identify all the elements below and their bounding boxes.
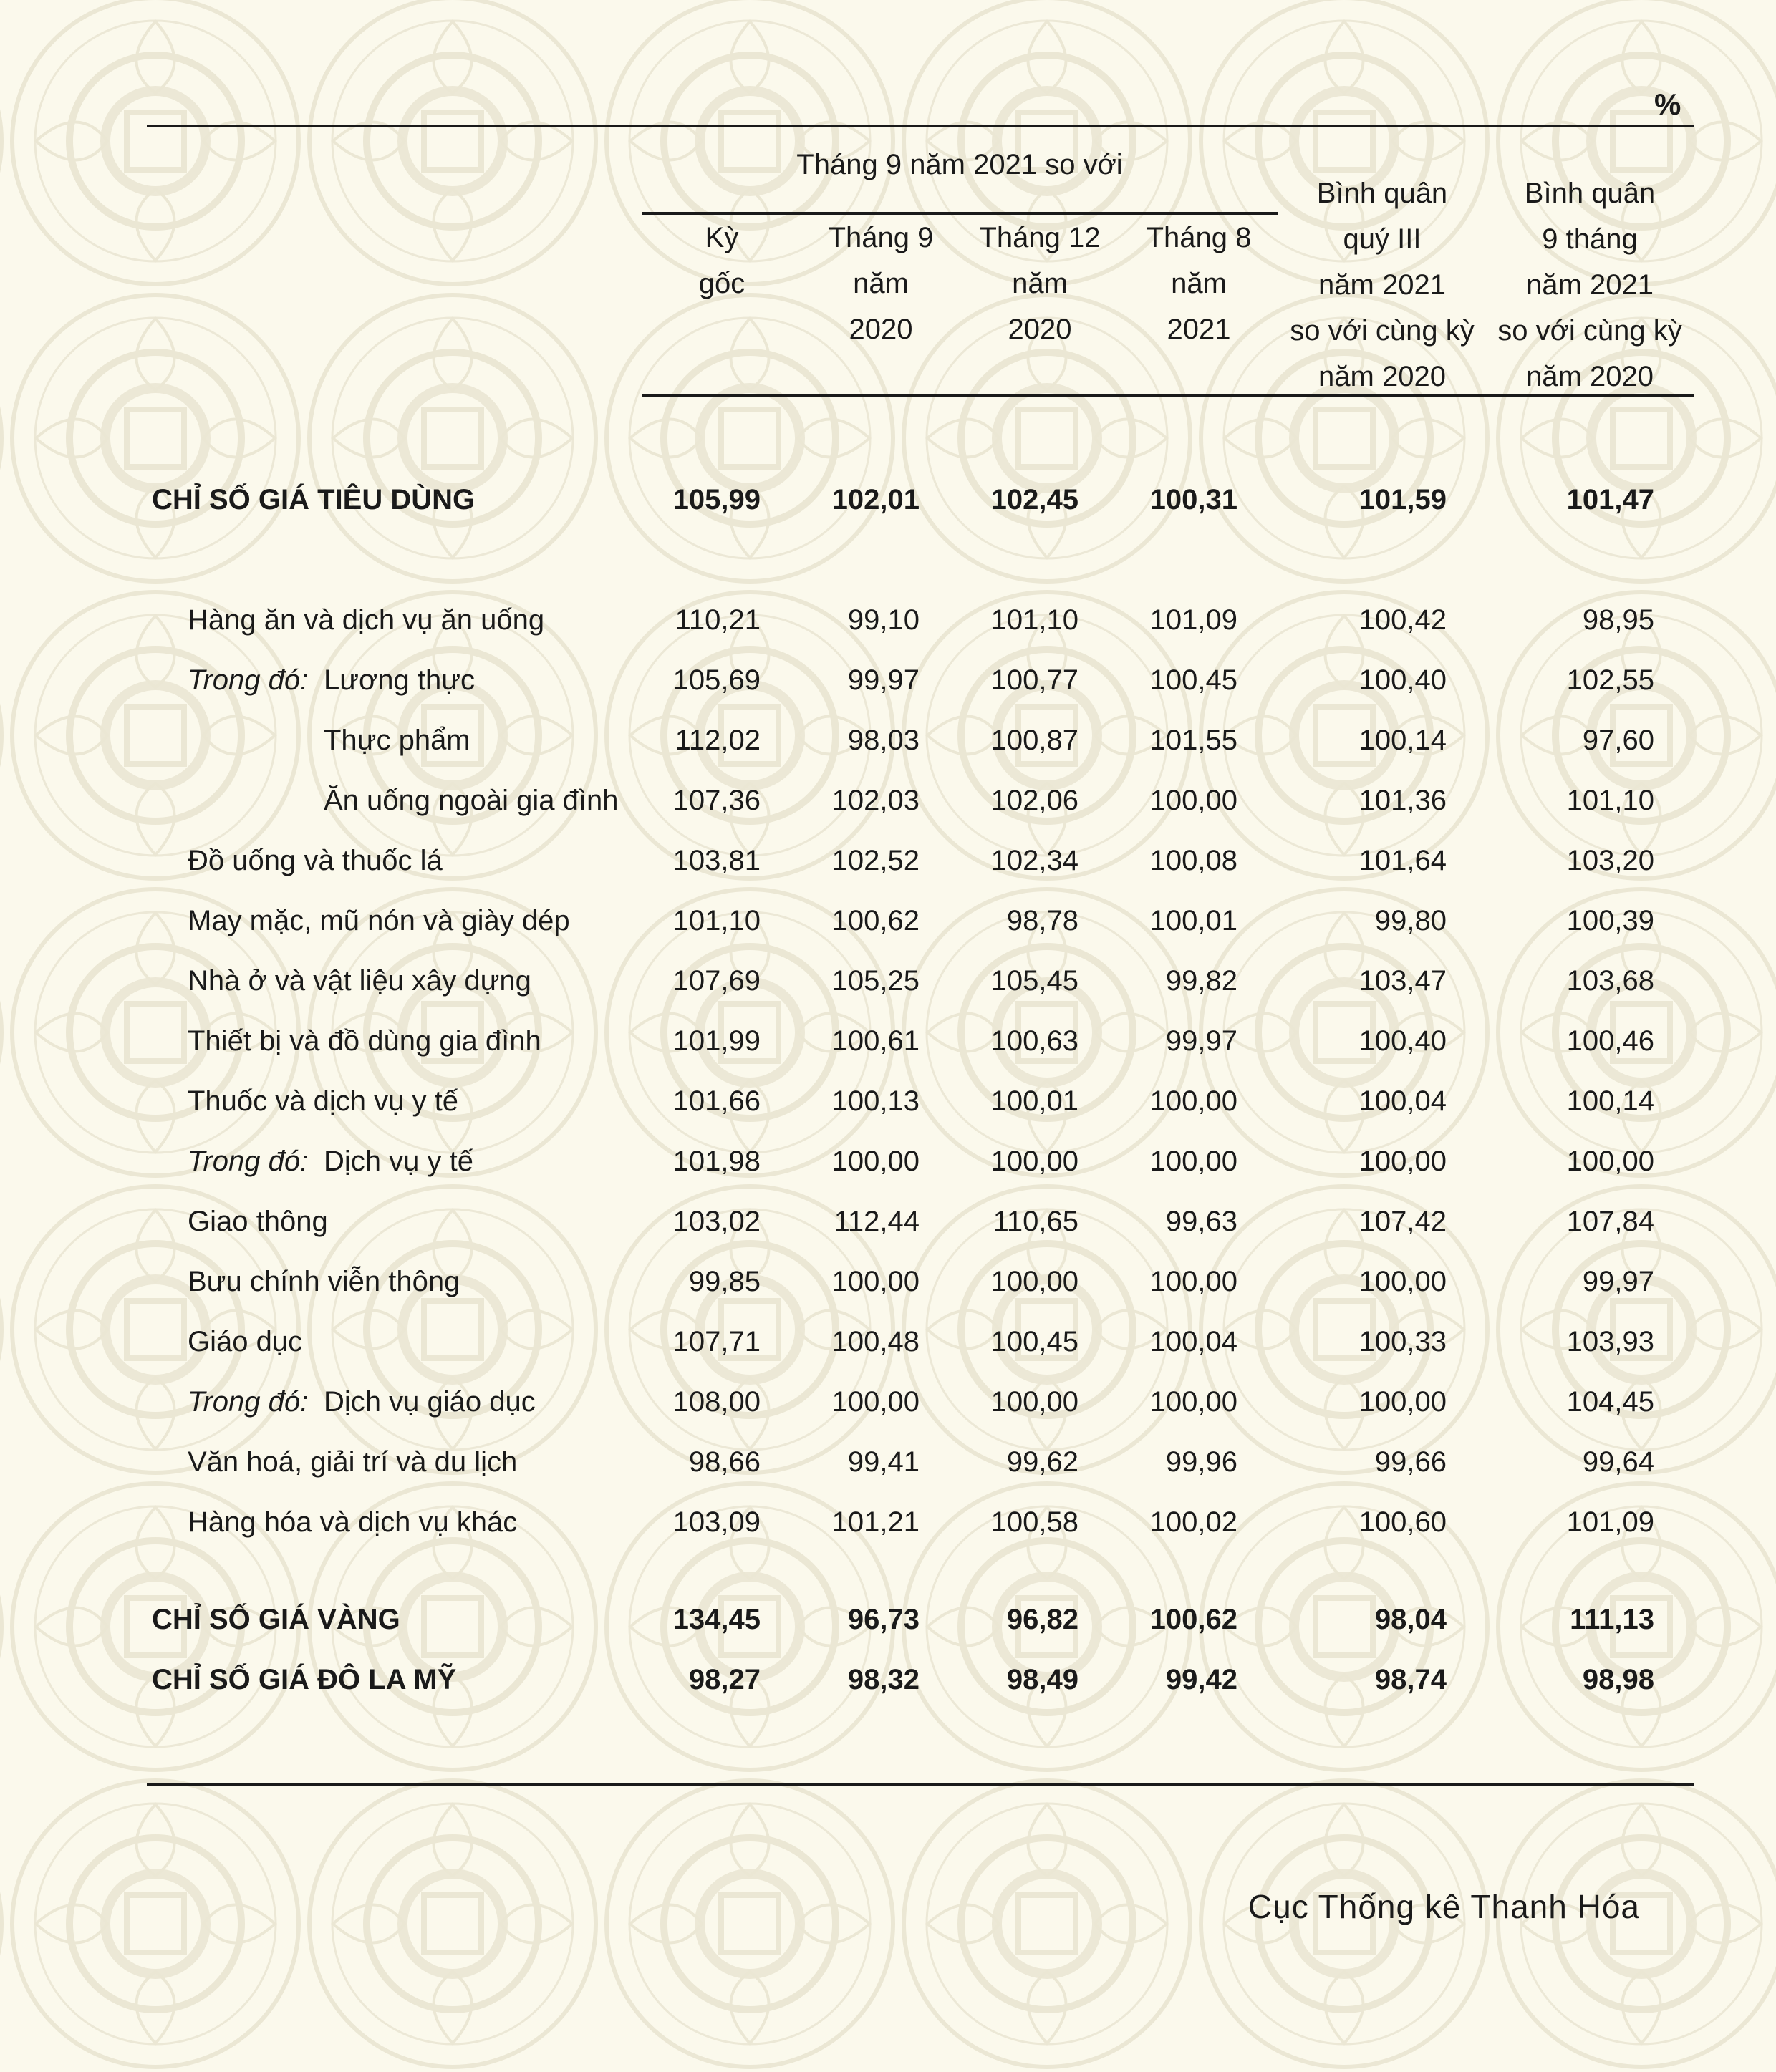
table-cell: 101,47 [1566, 484, 1654, 515]
table-cell: 100,45 [1149, 664, 1237, 696]
table-cell: 99,62 [1006, 1446, 1078, 1478]
column-header-line: so với cùng kỳ [1290, 315, 1475, 347]
table-row [0, 1259, 1776, 1304]
column-header-line: Tháng 8 [1146, 222, 1252, 253]
table-cell: 107,69 [672, 965, 761, 997]
table-cell: 102,03 [831, 785, 920, 816]
table-cell: 104,45 [1566, 1386, 1654, 1418]
table-cell: 100,63 [990, 1025, 1078, 1057]
table-cell: 98,27 [688, 1664, 761, 1695]
table-row [0, 717, 1776, 763]
table-cell: 100,62 [1149, 1604, 1237, 1635]
table-cell: 100,40 [1358, 664, 1447, 696]
table-row [0, 898, 1776, 944]
table-cell: 101,10 [990, 604, 1078, 636]
table-cell: 101,09 [1566, 1506, 1654, 1538]
table-cell: 100,04 [1149, 1326, 1237, 1357]
row-label [188, 1379, 536, 1425]
column-header-thang12-2020 [968, 215, 1111, 352]
table-cell: 102,55 [1566, 664, 1654, 696]
table-cell: 102,01 [831, 484, 920, 515]
row-label [152, 1597, 400, 1642]
table-cell: 100,02 [1149, 1506, 1237, 1538]
row-label-text: CHỈ SỐ GIÁ TIÊU DÙNG [152, 484, 476, 515]
column-header-line: năm 2021 [1318, 269, 1446, 301]
table-cell: 101,66 [672, 1085, 761, 1117]
table-cell: 102,52 [831, 845, 920, 876]
column-header-line: Tháng 12 [979, 222, 1101, 253]
column-header-binh-quan-quy3 [1282, 170, 1482, 400]
table-row [0, 1018, 1776, 1064]
table-cell: 101,98 [672, 1146, 761, 1177]
table-cell: 112,44 [834, 1206, 920, 1237]
row-label-text: May mặc, mũ nón và giày dép [188, 905, 570, 936]
table-cell: 98,66 [688, 1446, 761, 1478]
table-cell: 100,00 [831, 1386, 920, 1418]
row-label [188, 1319, 302, 1365]
column-header-line: Kỳ [705, 222, 739, 253]
row-label-prefix: Trong đó: [188, 1146, 309, 1177]
table-cell: 105,69 [672, 664, 761, 696]
table-cell: 99,85 [688, 1266, 761, 1297]
column-header-ky-goc [650, 215, 793, 306]
table-cell: 99,64 [1582, 1446, 1654, 1478]
row-label [188, 898, 570, 944]
source-footer: Cục Thống kê Thanh Hóa [1247, 1888, 1640, 1925]
table-cell: 99,97 [1582, 1266, 1654, 1297]
table-cell: 101,10 [1566, 785, 1654, 816]
column-header-thang9-2020 [809, 215, 952, 352]
table-row [0, 1078, 1776, 1124]
table-cell: 100,77 [990, 664, 1078, 696]
table-cell: 98,98 [1582, 1664, 1654, 1695]
table-cell: 102,45 [990, 484, 1078, 515]
table-cell: 100,33 [1358, 1326, 1447, 1357]
table-cell: 100,48 [831, 1326, 920, 1357]
table-cell: 100,00 [831, 1266, 920, 1297]
table-cell: 110,65 [993, 1206, 1078, 1237]
row-label [152, 477, 475, 523]
row-label-text: Giáo dục [188, 1326, 303, 1357]
table-cell: 100,87 [990, 725, 1078, 756]
column-header-line: 2021 [1167, 314, 1231, 345]
table-cell: 98,95 [1582, 604, 1654, 636]
row-label-text: Bưu chính viễn thông [188, 1266, 460, 1297]
table-cell: 100,00 [1358, 1146, 1447, 1177]
group-header: Tháng 9 năm 2021 so với [796, 149, 1123, 180]
table-cell: 100,31 [1149, 484, 1237, 515]
table-cell: 99,97 [847, 664, 920, 696]
table-cell: 101,64 [1358, 845, 1447, 876]
table-bottom-rule [147, 1783, 1694, 1786]
table-cell: 108,00 [672, 1386, 761, 1418]
table-cell: 100,00 [1358, 1386, 1447, 1418]
row-label [324, 778, 618, 823]
table-cell: 100,00 [990, 1386, 1078, 1418]
column-header-line: năm [1171, 268, 1227, 299]
table-cell: 101,55 [1149, 725, 1237, 756]
table-cell: 100,00 [1149, 1386, 1237, 1418]
row-label [324, 717, 470, 763]
table-cell: 98,74 [1374, 1664, 1447, 1695]
table-cell: 99,41 [847, 1446, 920, 1478]
table-cell: 98,04 [1374, 1604, 1447, 1635]
table-cell: 100,46 [1566, 1025, 1654, 1057]
column-header-line: 2020 [1008, 314, 1072, 345]
table-row [0, 477, 1776, 523]
table-cell: 100,62 [831, 905, 920, 936]
table-cell: 101,59 [1358, 484, 1447, 515]
table-cell: 100,00 [1149, 1146, 1237, 1177]
table-cell: 100,39 [1566, 905, 1654, 936]
table-row [0, 1597, 1776, 1642]
table-cell: 100,13 [831, 1085, 920, 1117]
row-label [188, 1199, 328, 1244]
column-header-line: Bình quân [1316, 178, 1448, 209]
column-header-binh-quan-9-thang [1490, 170, 1690, 400]
table-row [0, 1319, 1776, 1365]
table-cell: 107,42 [1358, 1206, 1447, 1237]
table-cell: 107,84 [1566, 1206, 1654, 1237]
table-cell: 96,73 [847, 1604, 920, 1635]
table-row [0, 1439, 1776, 1485]
table-row [0, 1199, 1776, 1244]
table-cell: 103,93 [1566, 1326, 1654, 1357]
table-cell: 100,60 [1358, 1506, 1447, 1538]
table-cell: 101,10 [672, 905, 761, 936]
table-cell: 98,03 [847, 725, 920, 756]
table-cell: 101,99 [672, 1025, 761, 1057]
row-label-text: CHỈ SỐ GIÁ ĐÔ LA MỸ [152, 1664, 457, 1695]
row-label-text: Thuốc và dịch vụ y tế [188, 1085, 458, 1117]
table-cell: 99,80 [1374, 905, 1447, 936]
table-cell: 100,01 [1149, 905, 1237, 936]
row-label [188, 657, 475, 703]
table-cell: 100,00 [1149, 1266, 1237, 1297]
row-label [188, 1018, 541, 1064]
table-cell: 134,45 [672, 1604, 761, 1635]
row-label-text: Lương thực [324, 664, 475, 696]
table-cell: 100,04 [1358, 1085, 1447, 1117]
row-label-text: Ăn uống ngoài gia đình [324, 785, 619, 816]
table-row [0, 1499, 1776, 1545]
column-header-line: năm 2020 [1526, 361, 1654, 392]
table-cell: 111,13 [1570, 1604, 1654, 1635]
table-cell: 105,99 [672, 484, 761, 515]
row-label-text: Dịch vụ giáo dục [324, 1386, 536, 1418]
table-cell: 103,68 [1566, 965, 1654, 997]
table-cell: 102,34 [990, 845, 1078, 876]
table-cell: 98,49 [1006, 1664, 1078, 1695]
table-cell: 101,21 [831, 1506, 920, 1538]
table-cell: 103,81 [672, 845, 761, 876]
table-cell: 100,00 [990, 1146, 1078, 1177]
table-cell: 107,71 [672, 1326, 761, 1357]
unit-label: % [1654, 87, 1681, 121]
table-cell: 105,45 [990, 965, 1078, 997]
row-label [188, 1439, 517, 1485]
table-row [0, 1657, 1776, 1703]
table-cell: 99,97 [1165, 1025, 1237, 1057]
table-cell: 107,36 [672, 785, 761, 816]
column-header-line: quý III [1343, 223, 1422, 255]
column-header-line: năm 2021 [1526, 269, 1654, 301]
row-label-text: Nhà ở và vật liệu xây dựng [188, 965, 531, 997]
table-cell: 110,21 [675, 604, 761, 636]
table-row [0, 1138, 1776, 1184]
table-row [0, 778, 1776, 823]
table-cell: 100,00 [1358, 1266, 1447, 1297]
table-cell: 100,00 [1149, 1085, 1237, 1117]
column-header-line: so với cùng kỳ [1497, 315, 1682, 347]
row-label-text: Thực phẩm [324, 725, 470, 756]
table-cell: 101,09 [1149, 604, 1237, 636]
row-label-text: Đồ uống và thuốc lá [188, 845, 443, 876]
table-cell: 100,14 [1358, 725, 1447, 756]
column-header-thang8-2021 [1127, 215, 1270, 352]
table-cell: 100,01 [990, 1085, 1078, 1117]
table-cell: 105,25 [831, 965, 920, 997]
column-header-line: gốc [698, 268, 745, 299]
row-label [188, 1078, 458, 1124]
column-header-line: Bình quân [1524, 178, 1656, 209]
row-label-prefix: Trong đó: [188, 664, 309, 696]
table-cell: 98,78 [1006, 905, 1078, 936]
table-cell: 100,45 [990, 1326, 1078, 1357]
table-cell: 99,10 [847, 604, 920, 636]
column-header-line: năm [1012, 268, 1068, 299]
table-cell: 97,60 [1582, 725, 1654, 756]
column-header-line: năm 2020 [1318, 361, 1446, 392]
table-cell: 99,42 [1165, 1664, 1237, 1695]
column-header-line: 9 tháng [1542, 223, 1638, 255]
row-label [188, 597, 544, 643]
table-cell: 99,82 [1165, 965, 1237, 997]
row-label-prefix: Trong đó: [188, 1386, 309, 1418]
table-cell: 99,66 [1374, 1446, 1447, 1478]
table-top-rule [147, 125, 1694, 127]
table-cell: 99,63 [1165, 1206, 1237, 1237]
row-label-text: Dịch vụ y tế [324, 1146, 473, 1177]
row-label-text: Văn hoá, giải trí và du lịch [188, 1446, 518, 1478]
row-label [188, 838, 443, 883]
table-cell: 103,02 [672, 1206, 761, 1237]
row-label [188, 1259, 460, 1304]
table-cell: 100,61 [831, 1025, 920, 1057]
column-header-line: Tháng 9 [828, 222, 934, 253]
table-cell: 98,32 [847, 1664, 920, 1695]
column-header-line: năm [853, 268, 909, 299]
table-cell: 100,00 [1149, 785, 1237, 816]
row-label [188, 1499, 517, 1545]
table-row [0, 597, 1776, 643]
table-cell: 100,00 [1566, 1146, 1654, 1177]
row-label [188, 958, 531, 1004]
table-row [0, 838, 1776, 883]
row-label-text: Hàng hóa và dịch vụ khác [188, 1506, 518, 1538]
table-cell: 103,20 [1566, 845, 1654, 876]
table-cell: 100,08 [1149, 845, 1237, 876]
column-header-line: 2020 [849, 314, 913, 345]
table-cell: 100,00 [831, 1146, 920, 1177]
table-cell: 112,02 [675, 725, 761, 756]
table-cell: 100,40 [1358, 1025, 1447, 1057]
table-cell: 100,14 [1566, 1085, 1654, 1117]
table-cell: 102,06 [990, 785, 1078, 816]
table-row [0, 958, 1776, 1004]
table-row [0, 657, 1776, 703]
row-label-text: Hàng ăn và dịch vụ ăn uống [188, 604, 545, 636]
table-cell: 100,58 [990, 1506, 1078, 1538]
table-row [0, 1379, 1776, 1425]
table-cell: 96,82 [1006, 1604, 1078, 1635]
row-label-text: CHỈ SỐ GIÁ VÀNG [152, 1604, 400, 1635]
table-cell: 101,36 [1358, 785, 1447, 816]
row-label [188, 1138, 473, 1184]
table-cell: 99,96 [1165, 1446, 1237, 1478]
row-label-text: Thiết bị và đồ dùng gia đình [188, 1025, 541, 1057]
row-label [152, 1657, 456, 1703]
table-cell: 103,47 [1358, 965, 1447, 997]
table-cell: 100,00 [990, 1266, 1078, 1297]
row-label-text: Giao thông [188, 1206, 328, 1237]
table-cell: 100,42 [1358, 604, 1447, 636]
table-cell: 103,09 [672, 1506, 761, 1538]
